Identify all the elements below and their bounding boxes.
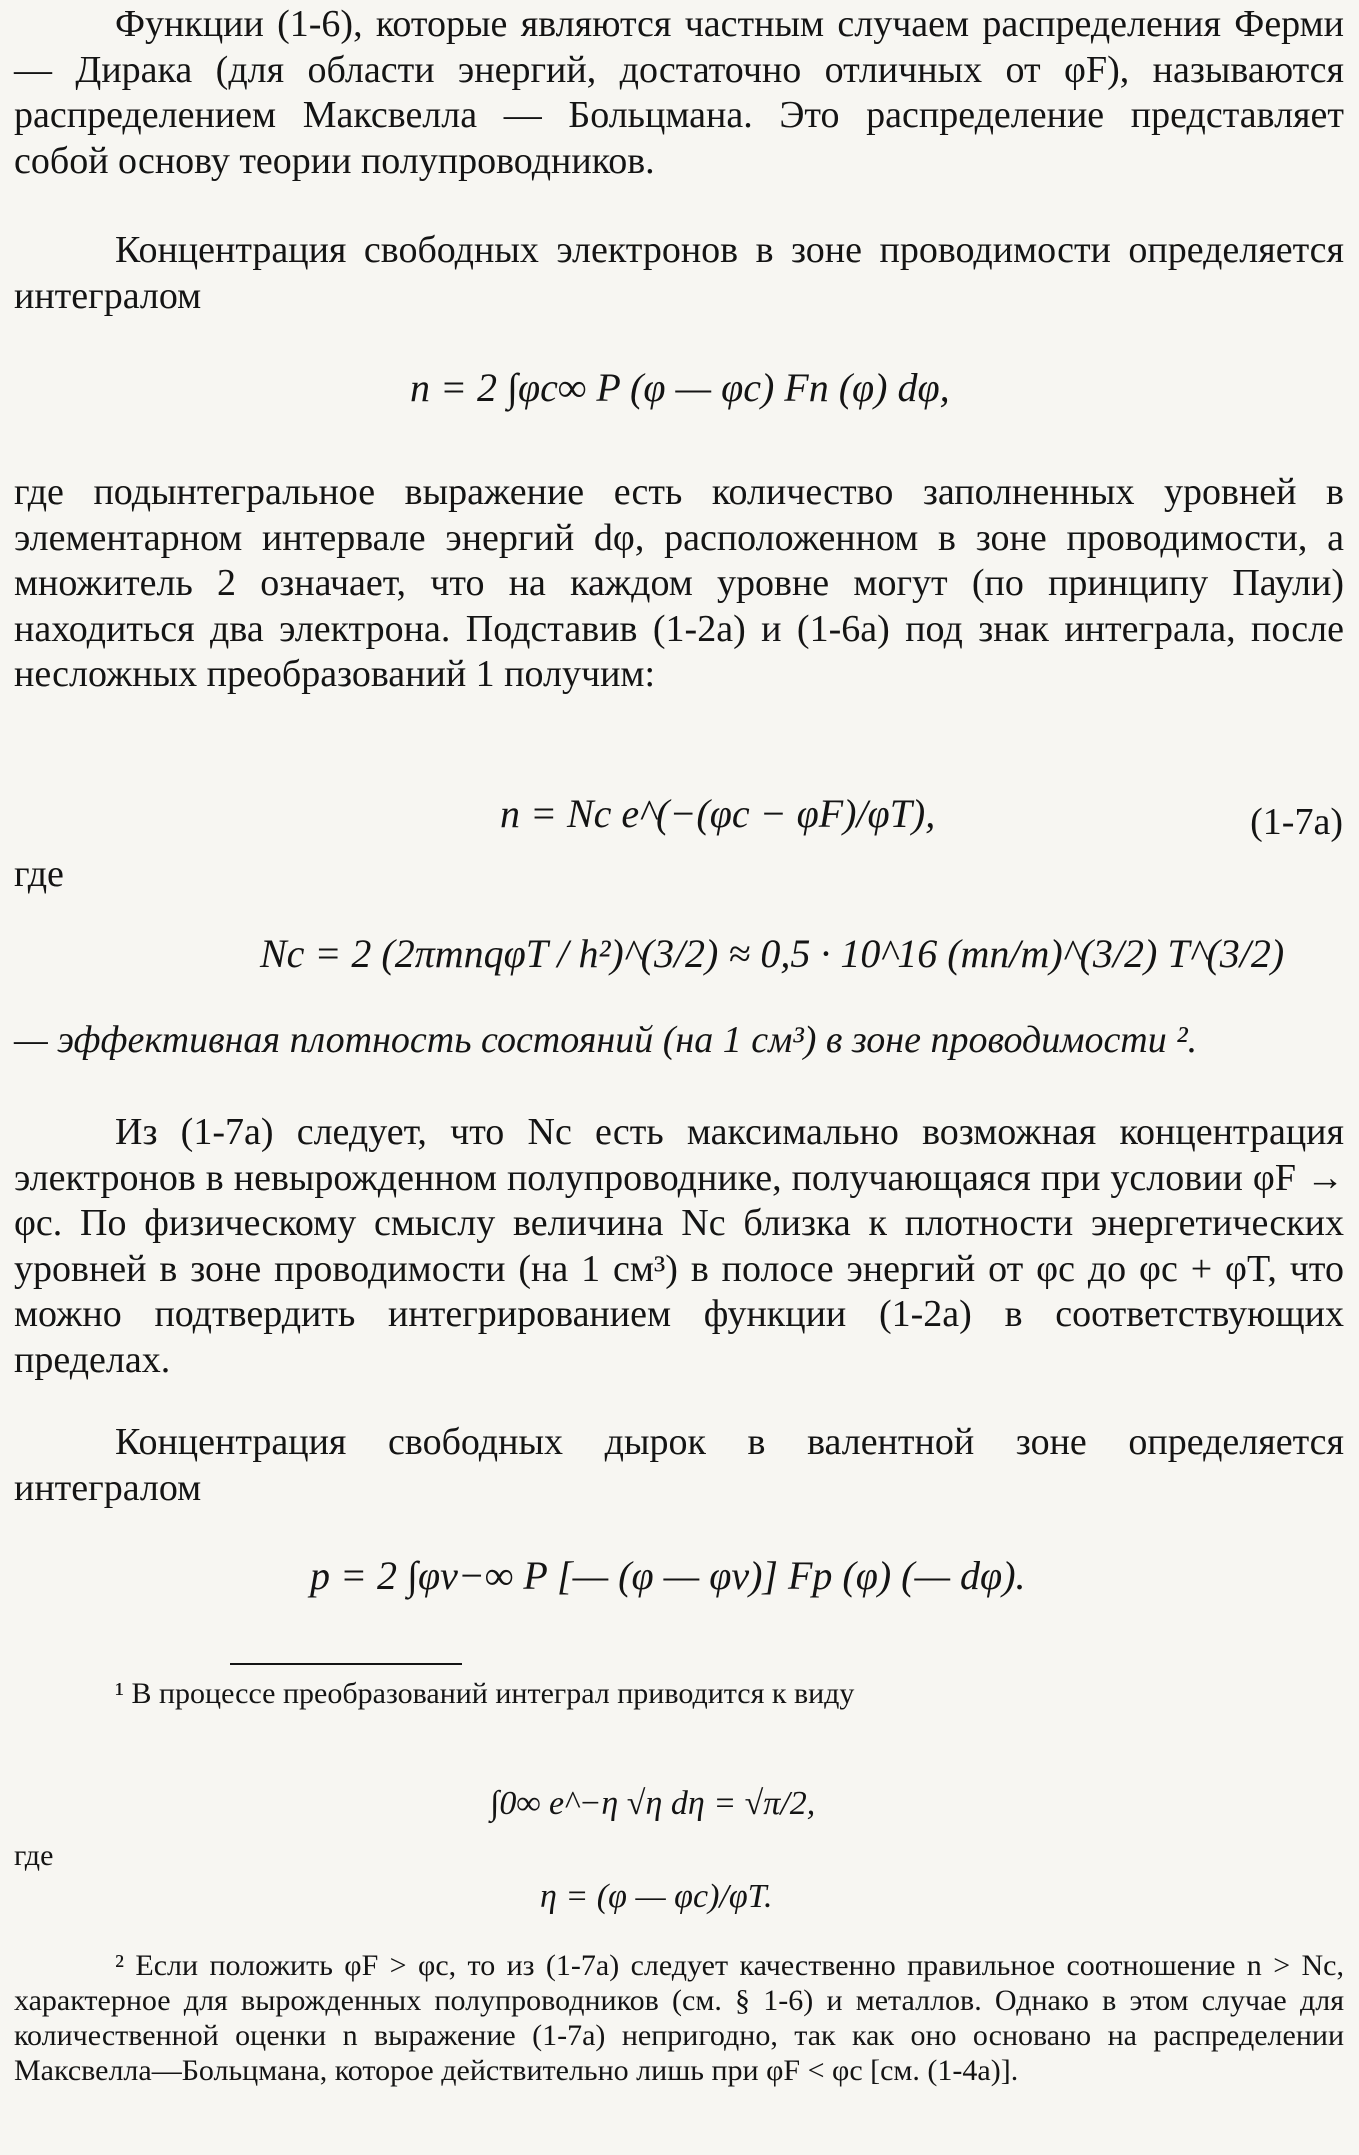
paragraph-1: Функции (1-6), которые являются частным случаем распределения Ферми — Дирака (для области энергий, достаточно отличных от φF), называются распределением Максвелла — Больцмана. Это распределение представляет собой основу теории полупроводников.: [14, 3, 1344, 182]
eq6-text: η = (φ — φc)/φT.: [540, 1878, 773, 1915]
equation-eta: [540, 1878, 940, 1928]
eq5-text: ∫0∞ e^−η √η dη = √π/2,: [490, 1785, 816, 1822]
equation-footnote-integral: [490, 1750, 990, 1860]
footnote-1: ¹ В процессе преобразований интеграл приводится к виду: [115, 1677, 855, 1710]
eq1-text: n = 2 ∫φc∞ P (φ — φc) Fn (φ) dφ,: [410, 365, 950, 410]
eq4-text: p = 2 ∫φv−∞ P [— (φ — φv)] Fp (φ) (— dφ).: [310, 1553, 1026, 1598]
where-label-1: где: [14, 853, 64, 895]
paragraph-6: Концентрация свободных дырок в валентной зоне определяется интегралом: [14, 1421, 1344, 1509]
footnote-divider: [230, 1663, 462, 1665]
equation-1-7a: [500, 770, 936, 850]
paragraph-2: Концентрация свободных электронов в зоне проводимости определяется интегралом: [14, 229, 1344, 317]
paragraph-5: Из (1-7а) следует, что Nc есть максимально возможная концентрация электронов в невырожденном полупроводнике, получающаяся при условии φF → φc. По физическому смыслу величина Nc близка к плотности энергетических уровней в зоне проводимости (на 1 см³) в полосе энергий от φc до φc + φT, что можно подтвердить интегрированием функции (1-2а) в соответствующих пределах.: [14, 1111, 1344, 1381]
equation-nc-density: [260, 890, 1285, 1000]
equation-number-1-7a: (1-7а): [1250, 801, 1343, 843]
where-label-2: где: [14, 1839, 54, 1872]
equation-n-integral: [410, 322, 1010, 442]
eq3-text: Nc = 2 (2πmnqφT / h²)^(3/2) ≈ 0,5 · 10^16 (mn/m)^(3/2) T^(3/2): [260, 931, 1285, 976]
paragraph-3: где подынтегральное выражение есть количество заполненных уровней в элементарном интервале энергий dφ, расположенном в зоне проводимости, а множитель 2 означает, что на каждом уровне могут (по принципу Паули) находиться два электрона. Подставив (1-2а) и (1-6а) под знак интеграла, после несложных преобразований 1 получим:: [14, 471, 1344, 695]
eq2-text: n = Nc e^(−(φc − φF)/φT),: [500, 791, 936, 836]
footnote-2: ² Если положить φF > φc, то из (1-7а) следует качественно правильное соотношение n > Nc, характерное для вырожденных полупроводников (см. § 1-6) и металлов. Однако в этом случае для количественной оценки n выражение (1-7а) непригодно, так как оно основано на распределении Максвелла—Больцмана, которое действительно лишь при φF < φc [см. (1-4а)].: [14, 1949, 1344, 2087]
equation-p-integral: [310, 1510, 1210, 1630]
paragraph-4-definition: — эффективная плотность состояний (на 1 см³) в зоне проводимости ².: [14, 1019, 1198, 1061]
